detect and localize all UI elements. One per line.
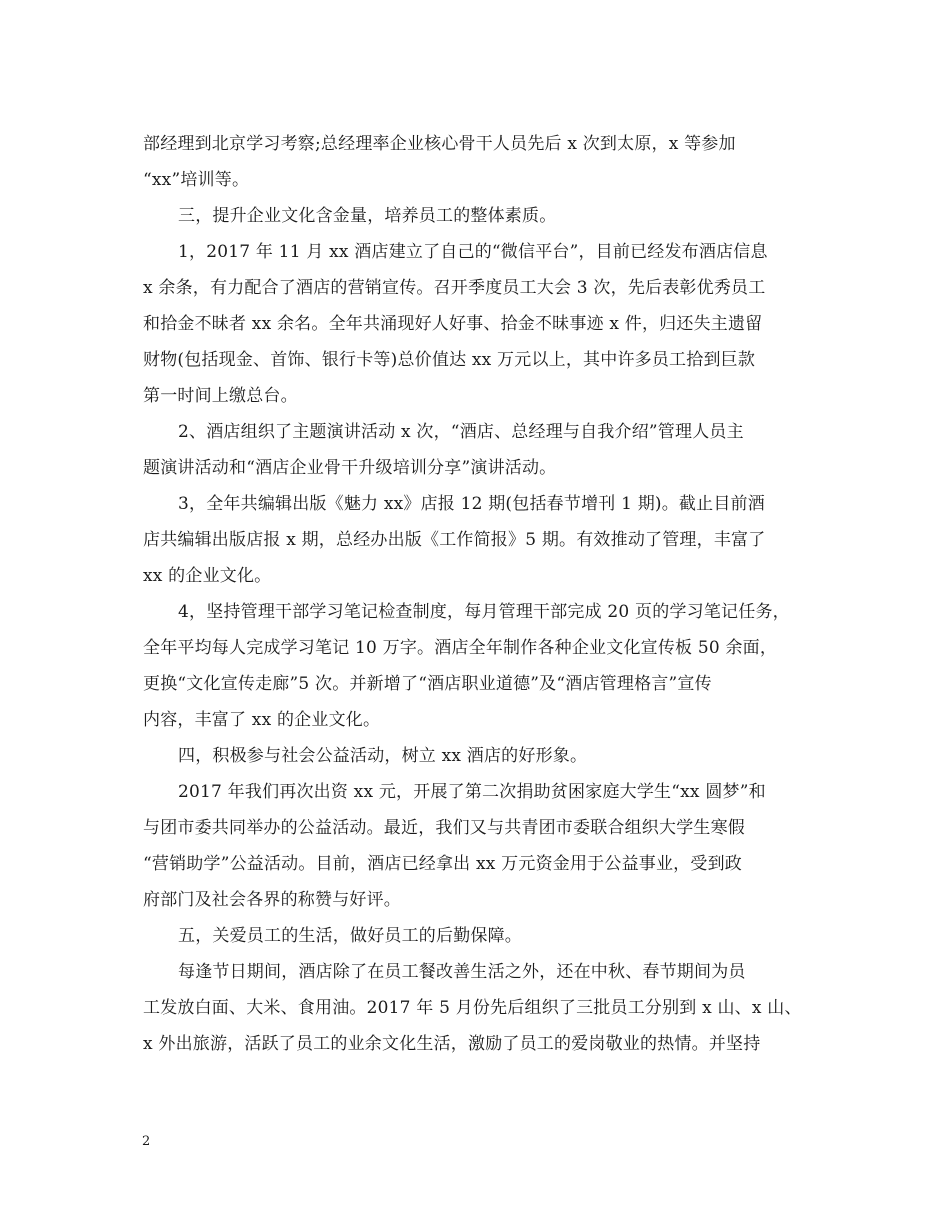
text-line: 工发放白面、大米、食用油。2017 年 5 月份先后组织了三批员工分别到 x 山、x 山、 [143, 998, 802, 1018]
text-line: 更换“文化宣传走廊”5 次。并新增了“酒店职业道德”及“酒店管理格言”宣传 [143, 674, 712, 694]
text-line: 财物(包括现金、首饰、银行卡等)总价值达 xx 万元以上，其中许多员工拾到巨款 [143, 350, 756, 370]
section-heading: 五，关爱员工的生活，做好员工的后勤保障。 [178, 926, 522, 946]
text-line: “营销助学”公益活动。目前，酒店已经拿出 xx 万元资金用于公益事业，受到政 [143, 854, 742, 874]
text-line: 和拾金不昧者 xx 余名。全年共涌现好人好事、拾金不昧事迹 x 件，归还失主遗留 [143, 314, 763, 334]
text-line: 3，全年共编辑出版《魅力 xx》店报 12 期(包括春节增刊 1 期)。截止目前酒 [178, 494, 765, 514]
section-heading: 三，提升企业文化含金量，培养员工的整体素质。 [178, 206, 557, 226]
section-heading: 四，积极参与社会公益活动，树立 xx 酒店的好形象。 [178, 746, 588, 766]
text-line: 内容，丰富了 xx 的企业文化。 [143, 710, 381, 730]
text-line: 每逢节日期间，酒店除了在员工餐改善生活之外，还在中秋、春节期间为员 [178, 962, 746, 982]
text-line: 第一时间上缴总台。 [143, 386, 298, 406]
text-line: 1，2017 年 11 月 xx 酒店建立了自己的“微信平台”，目前已经发布酒店信息 [178, 242, 768, 262]
text-line: 店共编辑出版店报 x 期，总经办出版《工作简报》5 期。有效推动了管理，丰富了 [143, 530, 766, 550]
text-line: x 余条，有力配合了酒店的营销宣传。召开季度员工大会 3 次，先后表彰优秀员工 [143, 278, 766, 298]
text-line: 部经理到北京学习考察;总经理率企业核心骨干人员先后 x 次到太原，x 等参加 [143, 134, 736, 154]
text-line: 2017 年我们再次出资 xx 元，开展了第二次捐助贫困家庭大学生“xx 圆梦”和 [178, 782, 766, 802]
text-line: xx 的企业文化。 [143, 566, 272, 586]
text-line: 题演讲活动和“酒店企业骨干升级培训分享”演讲活动。 [143, 458, 557, 478]
page-number: 2 [142, 1134, 151, 1149]
text-line: “xx”培训等。 [143, 170, 250, 190]
text-line: 2、酒店组织了主题演讲活动 x 次，“酒店、总经理与自我介绍”管理人员主 [178, 422, 744, 442]
text-line: 4，坚持管理干部学习笔记检查制度，每月管理干部完成 20 页的学习笔记任务， [178, 602, 790, 622]
text-line: 与团市委共同举办的公益活动。最近，我们又与共青团市委联合组织大学生寒假 [143, 818, 745, 838]
text-line: 府部门及社会各界的称赞与好评。 [143, 890, 401, 910]
text-line: 全年平均每人完成学习笔记 10 万字。酒店全年制作各种企业文化宣传板 50 余面， [143, 638, 778, 658]
text-line: x 外出旅游，活跃了员工的业余文化生活，激励了员工的爱岗敬业的热情。并坚持 [143, 1034, 761, 1054]
